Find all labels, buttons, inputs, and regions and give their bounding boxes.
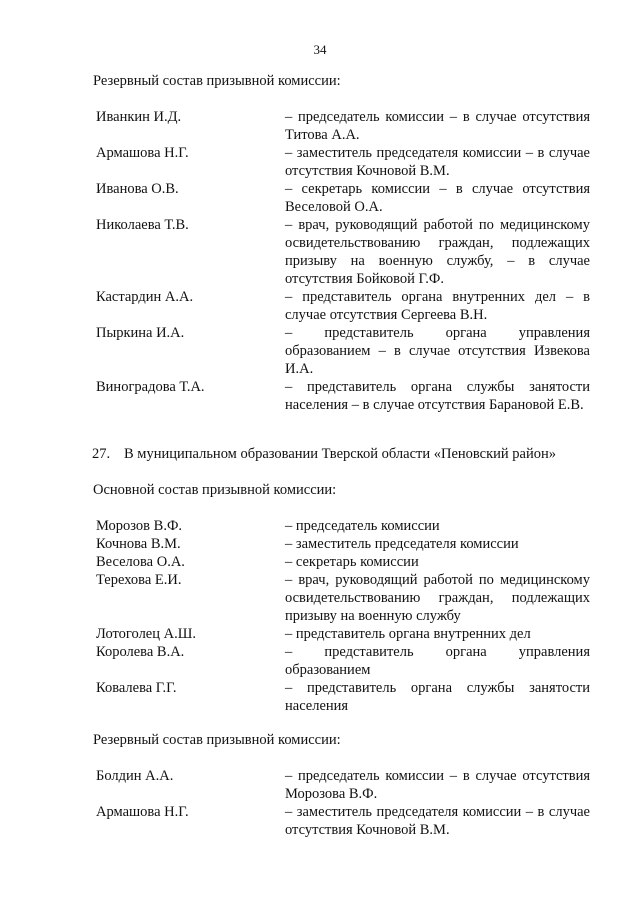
member-role: – председатель комиссии – в случае отсутствия Морозова В.Ф. <box>285 768 590 802</box>
member-role: – секретарь комиссии <box>285 554 419 570</box>
page-number: 34 <box>313 42 327 57</box>
member-role: – секретарь комиссии – в случае отсутствия Веселовой О.А. <box>285 181 590 215</box>
member-role: – врач, руководящий работой по медицинскому освидетельствованию граждан, подлежащих призыву на военную службу, – в случае отсутствия Бойковой Г.Ф. <box>285 217 590 287</box>
member-name: Морозов В.Ф. <box>96 518 183 534</box>
member-role: – заместитель председателя комиссии <box>285 536 519 552</box>
section-title: В муниципальном образовании Тверской области «Пеновский район» <box>124 446 556 462</box>
member-name: Кочнова В.М. <box>96 536 181 552</box>
member-name: Армашова Н.Г. <box>96 804 189 820</box>
reserve-composition-title: Резервный состав призывной комиссии: <box>93 732 341 748</box>
member-name: Пыркина И.А. <box>96 325 185 341</box>
member-role: – врач, руководящий работой по медицинскому освидетельствованию граждан, подлежащих призыву на военную службу <box>285 572 590 624</box>
member-role: – председатель комиссии <box>285 518 440 534</box>
reserve-composition-title: Резервный состав призывной комиссии: <box>93 73 341 89</box>
member-role: – заместитель председателя комиссии – в случае отсутствия Кочновой В.М. <box>285 145 590 179</box>
member-name: Веселова О.А. <box>96 554 185 570</box>
member-role: – представитель органа службы занятости населения <box>285 680 590 714</box>
member-role: – председатель комиссии – в случае отсутствия Титова А.А. <box>285 109 590 143</box>
member-role: – представитель органа управления образованием <box>285 644 590 678</box>
member-name: Виноградова Т.А. <box>96 379 205 395</box>
member-name: Иванова О.В. <box>96 181 179 197</box>
member-role: – представитель органа внутренних дел – в случае отсутствия Сергеева В.Н. <box>285 289 590 323</box>
member-name: Болдин А.А. <box>96 768 174 784</box>
member-role: – заместитель председателя комиссии – в случае отсутствия Кочновой В.М. <box>285 804 590 838</box>
member-name: Королева В.А. <box>96 644 185 660</box>
section-number: 27. <box>92 446 111 462</box>
member-name: Терехова Е.И. <box>96 572 182 588</box>
member-role: – представитель органа внутренних дел <box>285 626 531 642</box>
member-name: Иванкин И.Д. <box>96 109 182 125</box>
member-name: Николаева Т.В. <box>96 217 189 233</box>
member-name: Кастардин А.А. <box>96 289 194 305</box>
member-name: Лотоголец А.Ш. <box>96 626 196 642</box>
member-role: – представитель органа управления образованием – в случае отсутствия Извекова И.А. <box>285 325 590 377</box>
main-composition-title: Основной состав призывной комиссии: <box>93 482 337 498</box>
member-name: Армашова Н.Г. <box>96 145 189 161</box>
member-name: Ковалева Г.Г. <box>96 680 177 696</box>
member-role: – представитель органа службы занятости населения – в случае отсутствия Барановой Е.В. <box>285 379 590 413</box>
section-heading <box>92 445 556 463</box>
